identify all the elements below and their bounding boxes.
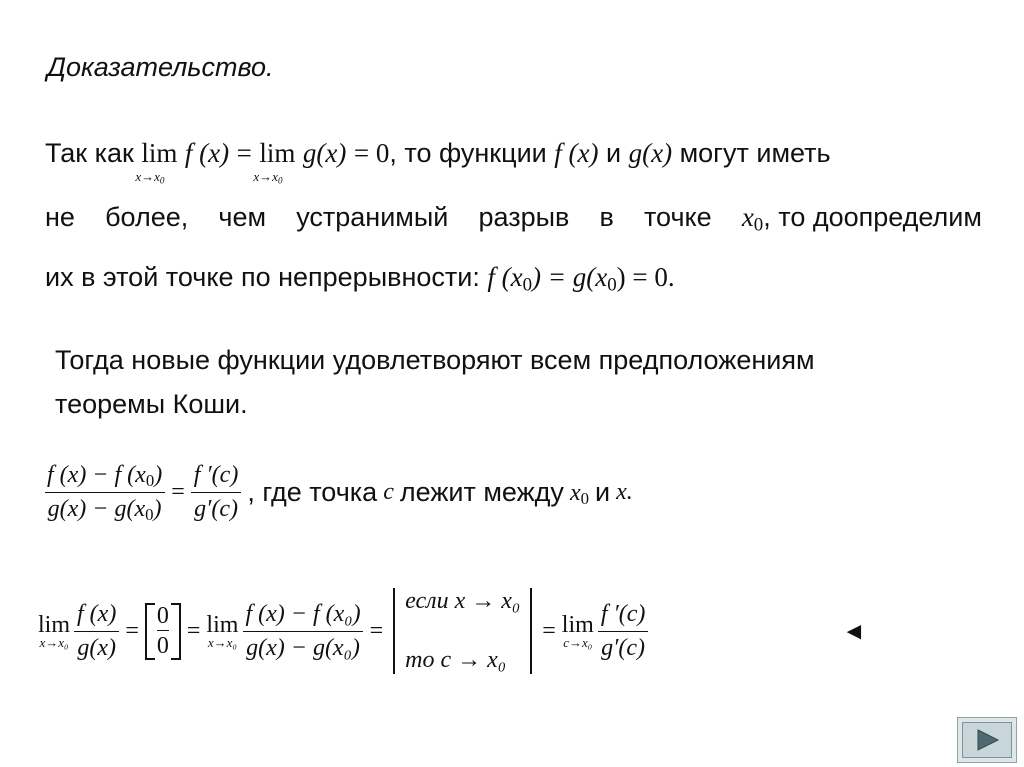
limit-block-2: lim x→x₀ <box>206 611 239 650</box>
indeterminate-bracket: $\frac{0}{0}$ <box>145 603 181 660</box>
para1-line3: их в этой точке по непрерывности: f $(x_0) = g(x_0) = 0$. <box>45 262 675 296</box>
para2 <box>55 338 815 426</box>
limit-block-1: lim x→x₀ <box>38 611 71 650</box>
play-triangle-icon <box>962 722 1012 758</box>
para2-line2: теоремы Коши. <box>55 389 248 419</box>
lhopital-formula: lim x→x₀ $\frac{f (x)}{g(x)}$ = $\frac{0}{0}$ = lim x→x₀ $\frac{\text{f (x) − f (x₀)}}{\text{g(x) − g(x₀)}}$ = если x → x₀ то c → x₀ = lim c→x₀ $\frac{f '(c)}{g'(c)}$ <box>38 588 648 674</box>
limit-2: lim $x\to x_0$ <box>253 138 296 186</box>
cauchy-formula: $\frac{f (x) - f (x_0)}{g(x) - g(x_0)}$ = $\frac{f '(c)}{g'(c)}$ , где точка c лежит между $x_0$ и x. <box>44 462 633 523</box>
fraction-derivatives: $\frac{f '(c)}{g'(c)}$ <box>598 601 649 662</box>
limit-1: lim $x\to x_0$ <box>135 138 178 186</box>
para2-line1: Тогда новые функции удовлетворяют всем предположениям <box>55 345 815 375</box>
rhs-fraction: $\frac{f '(c)}{g'(c)}$ <box>191 462 242 523</box>
next-slide-button[interactable] <box>957 717 1017 763</box>
fraction-difference: $\frac{\text{f (x) − f (x₀)}}{\text{g(x) − g(x₀)}}$ <box>242 601 363 662</box>
proof-end-marker: ◄ <box>842 618 866 645</box>
limit-block-3: lim c→x₀ <box>561 611 594 650</box>
conditions-block: если x → x₀ то c → x₀ <box>393 588 532 674</box>
lhs-fraction: $\frac{f (x) - f (x_0)}{g(x) - g(x_0)}$ <box>44 462 165 523</box>
para1-line1: Так как lim $x\to x_0$ f (x) = lim $x\to x_0$ g(x) = 0, то функции f (x) и g(x) могут иметь <box>45 138 831 186</box>
proof-heading: Доказательство. <box>47 52 274 82</box>
fraction-f-over-g: $\frac{f (x)}{g(x)}$ <box>74 601 119 662</box>
para1-line2: не более, чем устранимый разрыв в точке $x_0$, то доопределим <box>45 202 982 236</box>
